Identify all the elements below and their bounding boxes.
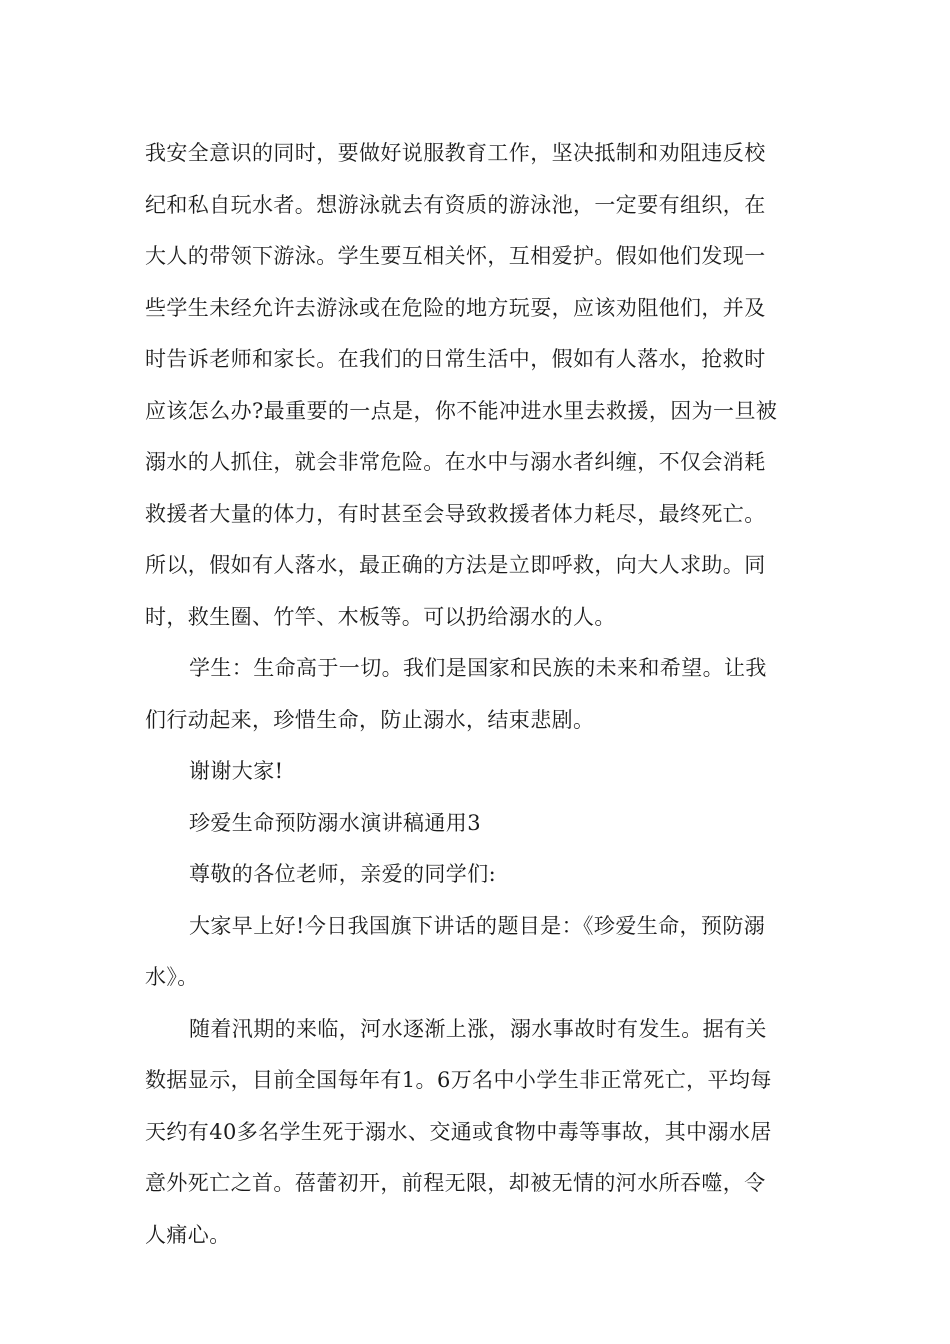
text-line: 大人的带领下游泳。学生要互相关怀，互相爱护。假如他们发现一 [145, 244, 766, 268]
text-line: 们行动起来，珍惜生命，防止溺水，结束悲剧。 [145, 707, 595, 732]
text-line: 救援者大量的体力，有时甚至会导致救援者体力耗尽，最终死亡。 [145, 501, 766, 526]
text-line: 人痛心。 [145, 1222, 231, 1247]
text-line: 意外死亡之首。蓓蕾初开，前程无限，却被无情的河水所吞噬，令 [145, 1171, 766, 1195]
text-line: 大家早上好!今日我国旗下讲话的题目是：《珍爱生命，预防溺 [189, 913, 766, 938]
section-heading: 珍爱生命预防溺水演讲稿通用3 [189, 810, 481, 835]
text-line: 数据显示，目前全国每年有1。6万名中小学生非正常死亡，平均每 [145, 1068, 772, 1092]
text-line: 所以，假如有人落水，最正确的方法是立即呼救，向大人求助。同 [145, 553, 766, 577]
text-line: 应该怎么办?最重要的一点是，你不能冲进水里去救援，因为一旦被 [145, 398, 778, 423]
text-line: 谢谢大家! [189, 759, 284, 783]
text-line: 些学生未经允许去游泳或在危险的地方玩耍，应该劝阻他们，并及 [145, 295, 766, 320]
text-line: 水》。 [145, 965, 199, 989]
text-line: 天约有40多名学生死于溺水、交通或食物中毒等事故，其中溺水居 [145, 1119, 772, 1144]
text-line: 时告诉老师和家长。在我们的日常生活中，假如有人落水，抢救时 [145, 347, 766, 371]
text-line: 纪和私自玩水者。想游泳就去有资质的游泳池，一定要有组织，在 [145, 192, 766, 217]
text-line: 随着汛期的来临，河水逐渐上涨，溺水事故时有发生。据有关 [189, 1016, 767, 1041]
text-line: 学生：生命高于一切。我们是国家和民族的未来和希望。让我 [189, 656, 767, 680]
salutation: 尊敬的各位老师，亲爱的同学们: [189, 862, 497, 886]
text-line: 时，救生圈、竹竿、木板等。可以扔给溺水的人。 [145, 604, 616, 629]
text-line: 溺水的人抓住，就会非常危险。在水中与溺水者纠缠，不仅会消耗 [145, 450, 766, 474]
text-line: 我安全意识的同时，要做好说服教育工作，坚决抵制和劝阻违反校 [145, 141, 766, 165]
document-body [145, 128, 805, 1261]
